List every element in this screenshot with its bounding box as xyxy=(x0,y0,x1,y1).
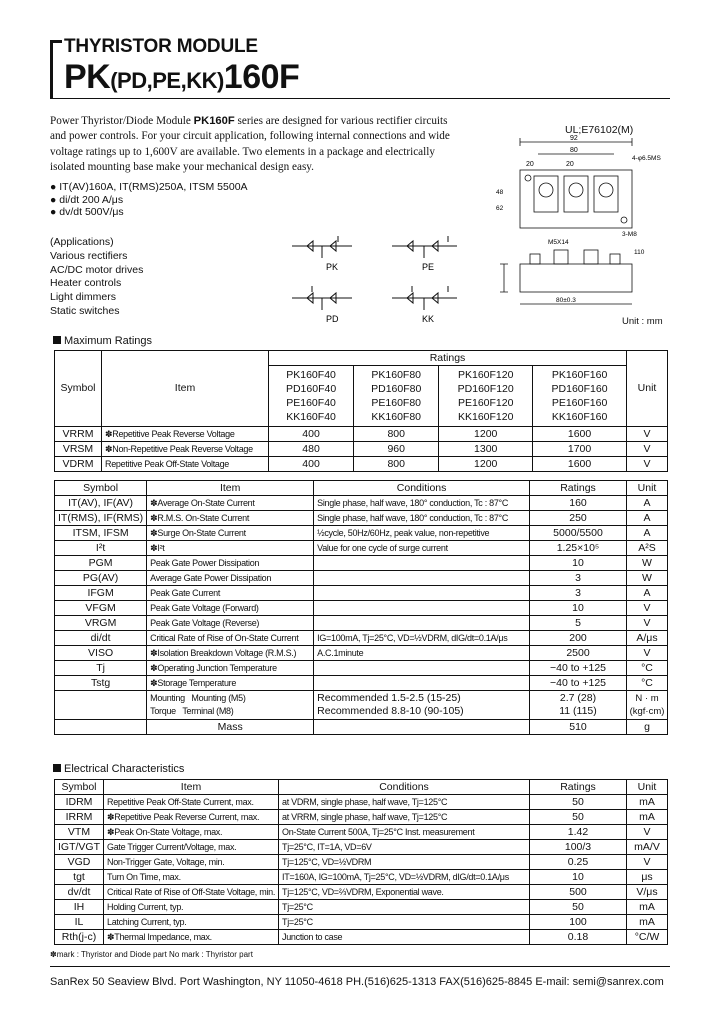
cell-item: Holding Current, typ. xyxy=(104,900,279,915)
cell-item: Critical Rate of Rise of Off-State Voltage, min. xyxy=(104,885,279,900)
cell-rating: 500 xyxy=(530,885,627,900)
cell-item: ✽Isolation Breakdown Voltage (R.M.S.) xyxy=(147,646,314,661)
circuit-label-pd: PD xyxy=(326,314,339,324)
circuit-label-kk: KK xyxy=(422,314,435,324)
table-row xyxy=(55,900,668,915)
cell-item: Non-Trigger Gate, Voltage, min. xyxy=(104,855,279,870)
model-number xyxy=(64,58,299,97)
cell-cond: IT=160A, IG=100mA, Tj=25°C, VD=½VDRM, dIG/dt=0.1A/μs xyxy=(279,870,530,885)
cell-rating: −40 to +125 xyxy=(530,676,627,691)
cell-symbol: IT(RMS), IF(RMS) xyxy=(55,511,147,526)
table-row xyxy=(55,601,668,616)
cell-item: Turn On Time, max. xyxy=(104,870,279,885)
circuit-pk xyxy=(292,236,352,258)
cell-unit: A xyxy=(627,511,668,526)
cell-cond: ½cycle, 50Hz/60Hz, peak value, non-repetitive xyxy=(314,526,530,541)
col-symbol: Symbol xyxy=(55,351,102,427)
application-item: Various rectifiers xyxy=(50,249,128,262)
cell-unit: A/μs xyxy=(627,631,668,646)
cell-rating: 250 xyxy=(530,511,627,526)
table-row xyxy=(55,586,668,601)
cell-rating: 3 xyxy=(530,586,627,601)
terminal-2-outline xyxy=(564,176,588,212)
dim-m8: 3-M8 xyxy=(622,231,637,238)
application-item: Static switches xyxy=(50,304,120,317)
cell-item: Peak Gate Voltage (Reverse) xyxy=(147,616,314,631)
circuit-pd xyxy=(292,286,352,310)
cell-rating: 10 xyxy=(530,556,627,571)
model-column: PK160F120 PD160F120 PE160F120 KK160F120 xyxy=(439,366,533,427)
cell-unit: W xyxy=(627,556,668,571)
cell-symbol: VFGM xyxy=(55,601,147,616)
cell-symbol: IH xyxy=(55,900,104,915)
cell-cond: Tj=25°C xyxy=(279,915,530,930)
cell-symbol: ITSM, IFSM xyxy=(55,526,147,541)
cell-cond: IG=100mA, Tj=25°C, VD=½VDRM, dIG/dt=0.1A/μs xyxy=(314,631,530,646)
cell-symbol: Tstg xyxy=(55,676,147,691)
cell-rating: 50 xyxy=(530,810,627,825)
cell-item: Peak Gate Voltage (Forward) xyxy=(147,601,314,616)
table-row xyxy=(55,526,668,541)
cell-symbol: PGM xyxy=(55,556,147,571)
table-row xyxy=(55,870,668,885)
cell-rating: 50 xyxy=(530,795,627,810)
cell-unit: °C xyxy=(627,676,668,691)
col-item: Item xyxy=(102,351,269,427)
cell-symbol: VRGM xyxy=(55,616,147,631)
dim-92: 92 xyxy=(570,135,578,142)
circuit-diagrams xyxy=(282,232,482,328)
cell-cond: Single phase, half wave, 180° conduction, Tc : 87°C xyxy=(314,496,530,511)
circuit-label-pe: PE xyxy=(422,262,435,272)
cell-cond: A.C.1minute xyxy=(314,646,530,661)
cell-cond: Tj=25°C xyxy=(279,900,530,915)
table-row xyxy=(55,511,668,526)
table-row xyxy=(55,825,668,840)
cell-cond xyxy=(314,661,530,676)
cell-cond: Tj=125°C, VD=⅔VDRM, Exponential wave. xyxy=(279,885,530,900)
cell-item: Average Gate Power Dissipation xyxy=(147,571,314,586)
table-row: VDRM Repetitive Peak Off-State Voltage 400 800 1200 1600 V xyxy=(55,457,668,472)
electrical-heading: Electrical Characteristics xyxy=(53,763,184,775)
terminal-1-outline xyxy=(534,176,558,212)
features-list xyxy=(50,181,248,219)
cell-rating: 50 xyxy=(530,900,627,915)
ul-number: UL;E76102(M) xyxy=(565,124,634,136)
cell-unit: A²S xyxy=(627,541,668,556)
cell-unit: mA xyxy=(627,915,668,930)
cell-unit: V xyxy=(627,646,668,661)
dim-m5: M5X14 xyxy=(548,239,569,246)
intro-series: PK160F xyxy=(193,115,235,127)
dim-holes: 4-φ6.5MS xyxy=(632,155,661,162)
application-item: Light dimmers xyxy=(50,291,116,304)
cell-symbol: tgt xyxy=(55,870,104,885)
table-row xyxy=(55,571,668,586)
cell-symbol: IGT/VGT xyxy=(55,840,104,855)
intro-text-2: series are designed for various rectifier circuits and power controls. For your circuit application, following internal connections and wide voltage ratings up to 1,600V are available. Two elements in a package and electrically isolated mounting base make your mechanical design easy. xyxy=(50,115,450,174)
cell-rating: 200 xyxy=(530,631,627,646)
dim-20a: 20 xyxy=(526,161,534,168)
electrical-table: Symbol Item Conditions Ratings Unit IDRM Repetitive Peak Off-State Current, max. at VDRM, single phase, half wave, Tj=125°C 50 mA IRRM ✽Repetitive Peak Reverse Current, max. at VRRM, single phase, half wave, Tj=125°C 50 mA VTM ✽Peak On-State Voltage, max. On-State Current 500A, Tj=25°C Inst. measurement 1.42 V IGT/VGT Gate Trigger Current/Voltage, max. Tj=25°C, IT=1A, VD=6V 100/3 mA/V VGD Non-Trigger Gate, Voltage, min. Tj=125°C, VD=½VDRM 0.25 V tgt Turn On Time, max. IT=160A, IG=100mA, Tj=25°C, VD=½VDRM, dIG/dt=0.1A/μs 10 μs dv/dt Critical Rate of Rise of Off-State Voltage, min. Tj=125°C, VD=⅔VDRM, Exponential wave. 500 V/μs IH Holding Current, typ. Tj=25°C 50 mA IL Latching Current, typ. Tj=25°C 100 mA Rth(j-c) ✽Thermal Impedance, max. Junction to case 0.18 °C/W xyxy=(54,779,668,945)
cell-item: ✽Surge On-State Current xyxy=(147,526,314,541)
table-row xyxy=(55,556,668,571)
cell-rating: 3 xyxy=(530,571,627,586)
applications-list xyxy=(50,236,143,319)
dim-20b: 20 xyxy=(566,161,574,168)
table-row xyxy=(55,810,668,825)
cell-rating: 10 xyxy=(530,601,627,616)
cell-rating: 100 xyxy=(530,915,627,930)
cell-cond xyxy=(314,571,530,586)
cell-unit: A xyxy=(627,586,668,601)
cell-unit: W xyxy=(627,571,668,586)
cell-cond: at VRRM, single phase, half wave, Tj=125°C xyxy=(279,810,530,825)
model-suffix: 160F xyxy=(223,58,300,96)
cell-rating: 1.42 xyxy=(530,825,627,840)
cell-symbol: IDRM xyxy=(55,795,104,810)
cell-item: Gate Trigger Current/Voltage, max. xyxy=(104,840,279,855)
circuit-kk xyxy=(392,286,457,310)
max-ratings-table: Symbol Item Conditions Ratings Unit IT(AV), IF(AV) ✽Average On-State Current Single phase, half wave, 180° conduction, Tc : 87°C 160 A IT(RMS), IF(RMS) ✽R.M.S. On-State Current Single phase, half wave, 180° conduction, Tc : 87°C 250 A ITSM, IFSM ✽Surge On-State Current ½cycle, 50Hz/60Hz, peak value, non-repetitive 5000/5500 A I²t ✽I²t Value for one cycle of surge current 1.25×10⁵ A²S PGM Peak Gate Power Dissipation 10 W PG(AV) Average Gate Power Dissipation 3 W IFGM Peak Gate Current 3 A VFGM Peak Gate Voltage (Forward) 10 V VRGM Peak Gate Voltage (Reverse) 5 V di/dt Critical Rate of Rise of On-State Current IG=100mA, Tj=25°C, VD=½VDRM, dIG/dt=0.1A/μs 200 A/μs VISO ✽Isolation Breakdown Voltage (R.M.S.) A.C.1minute 2500 V Tj ✽Operating Junction Temperature −40 to +125 °C Tstg ✽Storage Temperature −40 to +125 °C Mounting Mounting (M5) Torque Terminal (M8) Recommended 1.5-2.5 (15-25) Recommended 8.8-10 (90-105) 2.7 (28) 11 (115) N · m (kgf·cm) Mass 510 g xyxy=(54,480,668,735)
cell-symbol: VGD xyxy=(55,855,104,870)
model-column: PK160F160 PD160F160 PE160F160 KK160F160 xyxy=(533,366,627,427)
terminal-3-screw xyxy=(599,183,613,197)
cell-item: Peak Gate Current xyxy=(147,586,314,601)
cell-cond: Value for one cycle of surge current xyxy=(314,541,530,556)
terminal-3-outline xyxy=(594,176,618,212)
cell-rating: −40 to +125 xyxy=(530,661,627,676)
table-row xyxy=(55,616,668,631)
cell-rating: 5 xyxy=(530,616,627,631)
footer-contact: SanRex 50 Seaview Blvd. Port Washington, NY 11050-4618 PH.(516)625-1313 FAX(516)625-8845 E-mail: semi@sanrex.com xyxy=(50,976,664,988)
feature-item: ● di/dt 200 A/μs xyxy=(50,193,124,206)
table-row xyxy=(55,496,668,511)
table-row xyxy=(55,676,668,691)
cell-cond: at VDRM, single phase, half wave, Tj=125°C xyxy=(279,795,530,810)
module-side-outline xyxy=(520,264,632,292)
cell-unit: mA xyxy=(627,900,668,915)
cell-rating: 100/3 xyxy=(530,840,627,855)
cell-item: ✽R.M.S. On-State Current xyxy=(147,511,314,526)
cell-symbol: IT(AV), IF(AV) xyxy=(55,496,147,511)
model-column: PK160F40 PD160F40 PE160F40 KK160F40 xyxy=(269,366,354,427)
application-item: Heater controls xyxy=(50,277,122,290)
cell-unit: V xyxy=(627,825,668,840)
dim-80: 80 xyxy=(570,147,578,154)
cell-cond xyxy=(314,616,530,631)
page-title: THYRISTOR MODULE xyxy=(64,36,258,57)
table-row xyxy=(55,930,668,945)
cell-cond xyxy=(314,676,530,691)
cell-item: ✽Peak On-State Voltage, max. xyxy=(104,825,279,840)
circuit-label-pk: PK xyxy=(326,262,339,272)
col-unit: Unit xyxy=(627,351,668,427)
cell-symbol: PG(AV) xyxy=(55,571,147,586)
cell-cond: Junction to case xyxy=(279,930,530,945)
cell-item: Repetitive Peak Off-State Current, max. xyxy=(104,795,279,810)
cell-unit: V xyxy=(627,601,668,616)
table-row xyxy=(55,915,668,930)
cell-symbol: IRRM xyxy=(55,810,104,825)
dim-80-tol: 80±0.3 xyxy=(556,297,576,304)
circuit-pe xyxy=(392,236,457,258)
intro-text-1: Power Thyristor/Diode Module xyxy=(50,115,194,127)
table-row xyxy=(55,855,668,870)
cell-symbol: di/dt xyxy=(55,631,147,646)
table-row xyxy=(55,795,668,810)
model-main: PK xyxy=(64,58,111,96)
applications-heading: (Applications) xyxy=(50,236,114,248)
table-row: VRRM ✽Repetitive Peak Reverse Voltage 400 800 1200 1600 V xyxy=(55,427,668,442)
outline-drawing xyxy=(490,132,670,312)
cell-item: Peak Gate Power Dissipation xyxy=(147,556,314,571)
cell-unit: V xyxy=(627,855,668,870)
dim-62: 62 xyxy=(496,205,504,212)
table-row xyxy=(55,840,668,855)
footer-rule xyxy=(50,966,670,967)
table-row: Mounting Mounting (M5) Torque Terminal (M8) Recommended 1.5-2.5 (15-25) Recommended 8.8-10 (90-105) 2.7 (28) 11 (115) N · m (kgf·cm) xyxy=(55,691,668,720)
table-row xyxy=(55,646,668,661)
feature-item: ● IT(AV)160A, IT(RMS)250A, ITSM 5500A xyxy=(50,181,248,193)
cell-item: ✽Thermal Impedance, max. xyxy=(104,930,279,945)
cell-unit: °C/W xyxy=(627,930,668,945)
cell-rating: 1.25×10⁵ xyxy=(530,541,627,556)
cell-rating: 5000/5500 xyxy=(530,526,627,541)
table-row xyxy=(55,631,668,646)
cell-cond xyxy=(314,601,530,616)
module-top-outline xyxy=(520,170,632,228)
title-rule xyxy=(50,98,670,99)
table-row xyxy=(55,885,668,900)
voltage-ratings-table xyxy=(54,350,668,472)
dim-110: 110 xyxy=(634,249,645,256)
footnote: ✽mark : Thyristor and Diode part No mark : Thyristor part xyxy=(50,950,253,959)
model-variants: (PD,PE,KK) xyxy=(110,68,224,93)
title-bracket xyxy=(50,40,62,99)
col-ratings: Ratings xyxy=(269,351,627,366)
feature-item: ● dv/dt 500V/μs xyxy=(50,206,124,218)
cell-cond xyxy=(314,586,530,601)
cell-rating: 10 xyxy=(530,870,627,885)
cell-symbol: IL xyxy=(55,915,104,930)
mounting-hole xyxy=(525,175,531,181)
mounting-hole xyxy=(621,217,627,223)
cell-unit: °C xyxy=(627,661,668,676)
intro-paragraph xyxy=(50,114,460,176)
cell-item: Critical Rate of Rise of On-State Current xyxy=(147,631,314,646)
cell-symbol: VISO xyxy=(55,646,147,661)
terminal-2-screw xyxy=(569,183,583,197)
cell-unit: V xyxy=(627,616,668,631)
cell-item: ✽Repetitive Peak Reverse Current, max. xyxy=(104,810,279,825)
table-row: Mass 510 g xyxy=(55,720,668,735)
cell-unit: mA xyxy=(627,810,668,825)
cell-symbol: IFGM xyxy=(55,586,147,601)
cell-unit: A xyxy=(627,526,668,541)
cell-symbol: VTM xyxy=(55,825,104,840)
table-row xyxy=(55,541,668,556)
table-row: VRSM ✽Non-Repetitive Peak Reverse Voltage 480 960 1300 1700 V xyxy=(55,442,668,457)
max-ratings-heading: Maximum Ratings xyxy=(53,335,152,347)
cell-item: ✽Operating Junction Temperature xyxy=(147,661,314,676)
cell-symbol: Tj xyxy=(55,661,147,676)
cell-unit: mA xyxy=(627,795,668,810)
cell-unit: mA/V xyxy=(627,840,668,855)
dim-48: 48 xyxy=(496,189,504,196)
table-row xyxy=(55,661,668,676)
cell-item: ✽Storage Temperature xyxy=(147,676,314,691)
cell-unit: A xyxy=(627,496,668,511)
cell-cond xyxy=(314,556,530,571)
cell-cond: Single phase, half wave, 180° conduction, Tc : 87°C xyxy=(314,511,530,526)
cell-cond: Tj=125°C, VD=½VDRM xyxy=(279,855,530,870)
cell-cond: On-State Current 500A, Tj=25°C Inst. measurement xyxy=(279,825,530,840)
cell-symbol: I²t xyxy=(55,541,147,556)
cell-item: ✽I²t xyxy=(147,541,314,556)
cell-rating: 0.25 xyxy=(530,855,627,870)
cell-rating: 2500 xyxy=(530,646,627,661)
model-column: PK160F80 PD160F80 PE160F80 KK160F80 xyxy=(354,366,439,427)
cell-cond: Tj=25°C, IT=1A, VD=6V xyxy=(279,840,530,855)
cell-item: Latching Current, typ. xyxy=(104,915,279,930)
cell-symbol: dv/dt xyxy=(55,885,104,900)
unit-note: Unit : mm xyxy=(622,316,663,327)
cell-unit: μs xyxy=(627,870,668,885)
cell-item: ✽Average On-State Current xyxy=(147,496,314,511)
application-item: AC/DC motor drives xyxy=(50,263,144,276)
cell-unit: V/μs xyxy=(627,885,668,900)
cell-rating: 160 xyxy=(530,496,627,511)
cell-rating: 0.18 xyxy=(530,930,627,945)
terminal-1-screw xyxy=(539,183,553,197)
cell-symbol: Rth(j-c) xyxy=(55,930,104,945)
